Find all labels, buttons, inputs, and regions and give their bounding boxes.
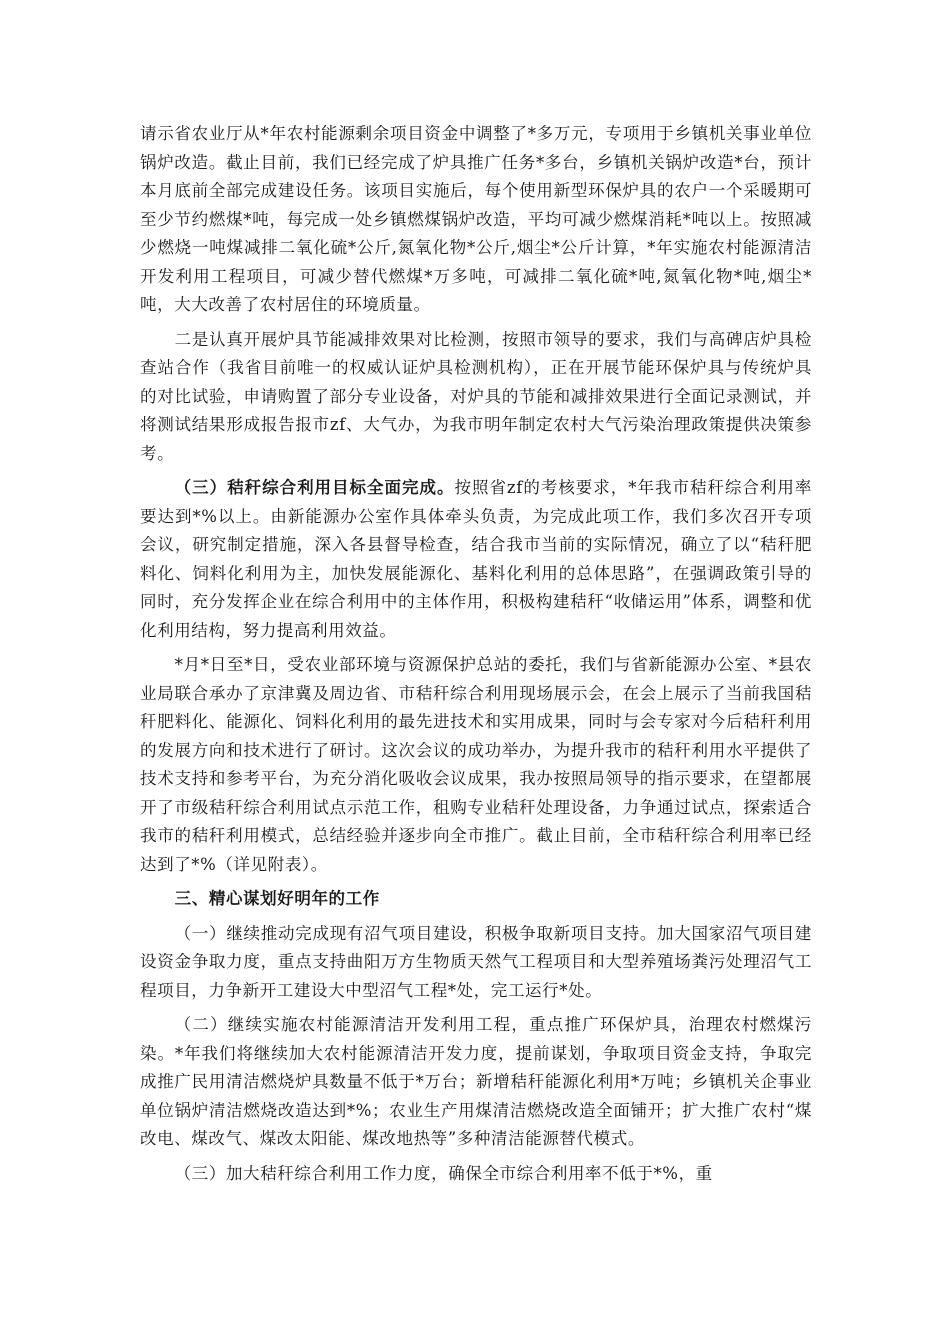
paragraph-straw-utilization <box>140 474 812 645</box>
paragraph-exhibition: *月*日至*日，受农业部环境与资源保护总站的委托，我们与省新能源办公室、*县农业局联合承办了京津冀及周边省、市秸秆综合利用现场展示会，在会上展示了当前我国秸秆肥料化、能源化、饲料化利用的最先进技术和实用成果，同时与会专家对今后秸秆利用的发展方向和技术进行了研讨。这次会议的成功举办，为提升我市的秸秆利用水平提供了技术支持和参考平台，为充分消化吸收会议成果，我办按照局领导的指示要求，在望都展开了市级秸秆综合利用试点示范工作，租购专业秸秆处理设备，力争通过试点，探索适合我市的秸秆利用模式，总结经验并逐步向全市推广。截止目前，全市秸秆综合利用率已经达到了*%（详见附表）。 <box>140 655 812 874</box>
paragraph-clean-energy: （二）继续实施农村能源清洁开发利用工程，重点推广环保炉具，治理农村燃煤污染。*年我们将继续加大农村能源清洁开发力度，提前谋划，争取项目资金支持，争取完成推广民用清洁燃烧炉具数量不低于*万台；新增秸秆能源化利用*万吨；乡镇机关企事业单位锅炉清洁燃烧改造达到*%；农业生产用煤清洁燃烧改造全面铺开；扩大推广农村“煤改电、煤改气、煤改太阳能、煤改地热等”多种清洁能源替代模式。 <box>140 1015 812 1148</box>
paragraph-straw-target: （三）加大秸秆综合利用工作力度，确保全市综合利用率不低于*%，重 <box>174 1163 713 1183</box>
paragraph-stove-testing: 二是认真开展炉具节能减排效果对比检测，按照市领导的要求，我们与高碑店炉具检查站合作（我省目前唯一的权威认证炉具检测机构），正在开展节能环保炉具与传统炉具的对比试验，申请购置了部分专业设备，对炉具的节能和减排效果进行全面记录测试，并将测试结果形成报告报市zf、大气办，为我市明年制定农村大气污染治理政策提供决策参考。 <box>140 329 812 463</box>
section-heading-next-year: 三、精心谋划好明年的工作 <box>174 889 380 908</box>
paragraph-biogas: （一）继续推动完成现有沼气项目建设，积极争取新项目支持。加大国家沼气项目建设资金争取力度，重点支持曲阳万方生物质天然气工程项目和大型养殖场粪污处理沼气工程项目，力争新开工建设大中型沼气工程*处，完工运行*处。 <box>140 923 812 1000</box>
section-lead-heading: （三）秸秆综合利用目标全面完成。 <box>174 478 455 497</box>
paragraph-continuation: 请示省农业厅从*年农村能源剩余项目资金中调整了*多万元，专项用于乡镇机关事业单位锅炉改造。截止目前，我们已经完成了炉具推广任务*多台，乡镇机关锅炉改造*台，预计本月底前全部完成建设任务。该项目实施后，每个使用新型环保炉具的农户一个采暖期可至少节约燃煤*吨，每完成一处乡镇燃煤锅炉改造，平均可减少燃煤消耗*吨以上。按照减少燃烧一吨煤减排二氧化硫*公斤,氮氧化物*公斤,烟尘*公斤计算，*年实施农村能源清洁开发利用工程项目，可减少替代燃煤*万多吨，可减排二氧化硫*吨,氮氧化物*吨,烟尘*吨，大大改善了农村居住的环境质量。 <box>140 124 812 314</box>
section-lead-text: 按照省zf的考核要求，*年我市秸秆综合利用率要达到*%以上。由新能源办公室作具体牵头负责，为完成此项工作，我们多次召开专项会议，研究制定措施，深入各县督导检查，结合我市当前的实际情况，确立了以“秸秆肥料化、饲料化利用为主，加快发展能源化、基料化利用的总体思路”，在强调政策引导的同时，充分发挥企业在综合利用中的主体作用，积极构建秸秆“收储运用”体系，调整和优化利用结构，努力提高利用效益。 <box>140 478 812 640</box>
document-body <box>140 120 812 1194</box>
